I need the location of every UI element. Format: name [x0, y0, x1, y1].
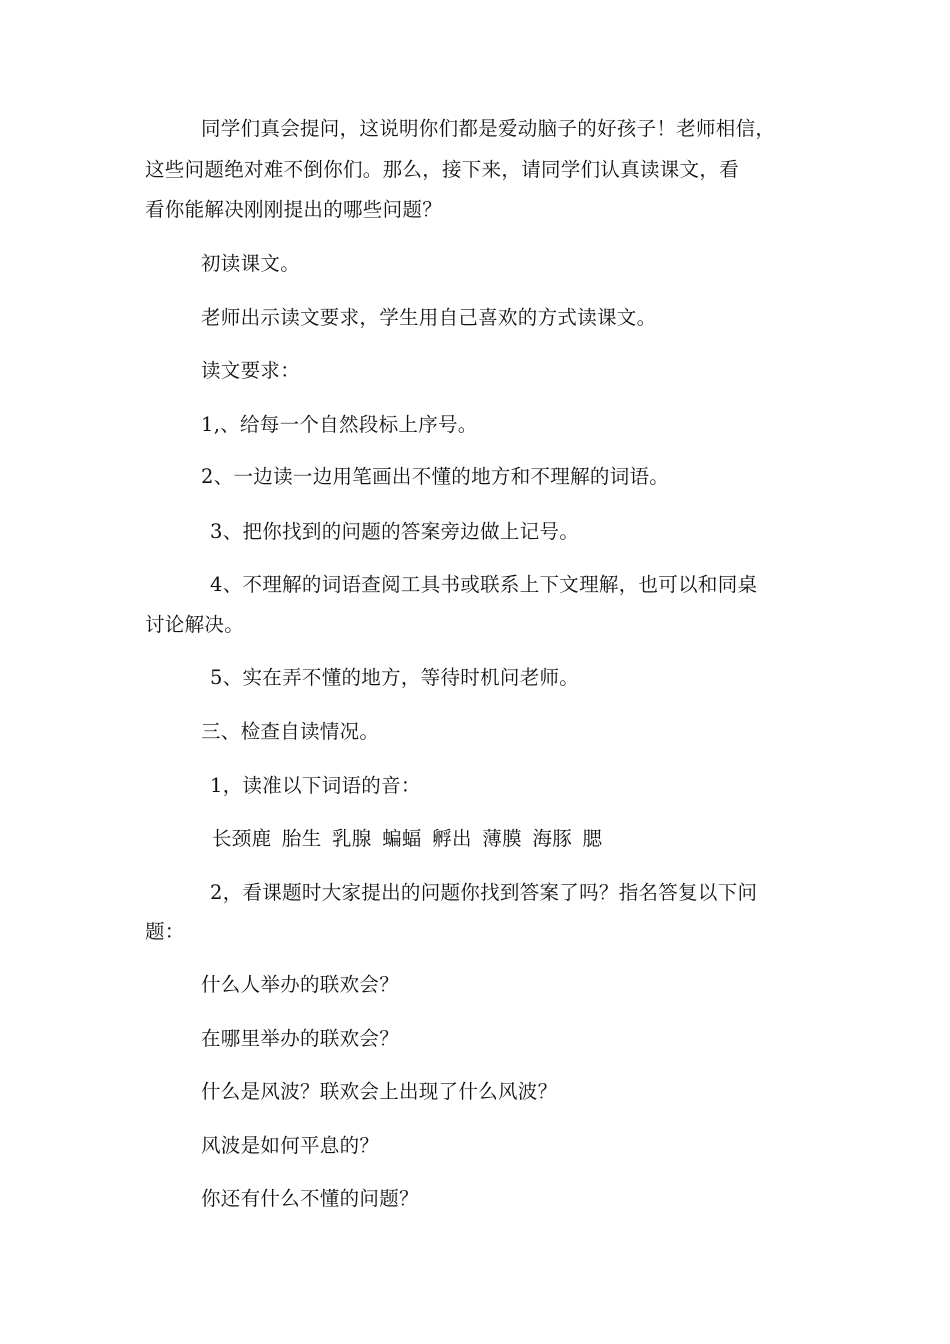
requirement-5: 5、实在弄不懂的地方，等待时机问老师。: [210, 666, 580, 689]
item-2-line-2: 题：: [145, 920, 185, 943]
paragraph-reading-requirements-heading: 读文要求：: [201, 359, 301, 382]
requirement-4-line-1: 4、不理解的词语查阅工具书或联系上下文理解，也可以和同桌: [210, 573, 758, 596]
requirement-2: 2、一边读一边用笔画出不懂的地方和不理解的词语。: [201, 465, 670, 488]
question-1: 什么人举办的联欢会？: [201, 973, 400, 996]
question-4: 风波是如何平息的？: [201, 1134, 380, 1157]
paragraph-1-line-2: 这些问题绝对难不倒你们。那么，接下来，请同学们认真读课文，看: [145, 158, 740, 181]
paragraph-first-reading: 初读课文。: [201, 252, 301, 275]
question-5: 你还有什么不懂的问题？: [201, 1187, 419, 1210]
question-2: 在哪里举办的联欢会？: [201, 1027, 400, 1050]
requirement-3: 3、把你找到的问题的答案旁边做上记号。: [210, 520, 580, 543]
paragraph-1-line-1: 同学们真会提问，这说明你们都是爱动脑子的好孩子！老师相信，: [201, 117, 776, 140]
vocabulary-words: 长颈鹿 胎生 乳腺 蝙蝠 孵出 薄膜 海豚 腮: [212, 827, 603, 850]
paragraph-teacher-instruction: 老师出示读文要求，学生用自己喜欢的方式读课文。: [201, 306, 657, 329]
section-3-heading: 三、检查自读情况。: [201, 720, 380, 743]
item-2-line-1: 2，看课题时大家提出的问题你找到答案了吗？指名答复以下问: [210, 881, 758, 904]
requirement-4-line-2: 讨论解决。: [145, 613, 245, 636]
question-3: 什么是风波？联欢会上出现了什么风波？: [201, 1080, 558, 1103]
item-1-pronunciation: 1，读准以下词语的音：: [210, 774, 421, 797]
requirement-1: 1,、给每一个自然段标上序号。: [201, 413, 478, 436]
paragraph-1-line-3: 看你能解决刚刚提出的哪些问题？: [145, 198, 443, 221]
